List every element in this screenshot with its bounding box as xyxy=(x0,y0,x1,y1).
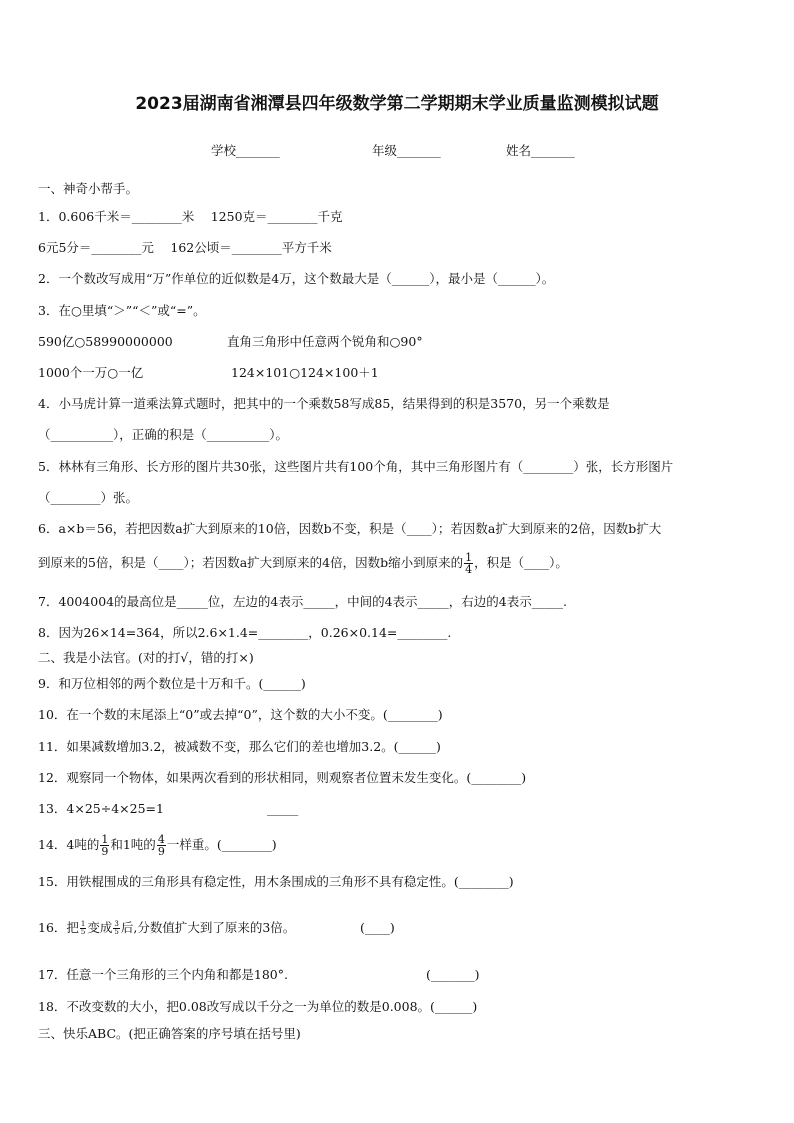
fraction-denominator: 5 xyxy=(114,928,119,936)
question-16-text-pre: 16．把 xyxy=(38,920,79,935)
fraction-numerator: 1 xyxy=(465,551,473,564)
question-1a: 1．0.606千米＝________米 1250克＝________千克 xyxy=(38,209,343,224)
fraction-denominator: 5 xyxy=(80,928,86,936)
question-9: 9．和万位相邻的两个数位是十万和千。(______) xyxy=(38,676,306,691)
fraction-denominator: 9 xyxy=(101,845,109,858)
question-14-text-pre: 14．4吨的 xyxy=(38,837,100,852)
grade-field: 年级_______ xyxy=(372,143,441,158)
question-16 xyxy=(38,919,295,937)
fraction-four-ninths xyxy=(157,834,166,857)
page-title: 2023届湖南省湘潭县四年级数学第二学期期末学业质量监测模拟试题 xyxy=(135,94,659,114)
fraction-denominator: 9 xyxy=(157,845,165,858)
fraction-one-ninth xyxy=(100,834,109,857)
question-2: 2．一个数改写成用“万”作单位的近似数是4万，这个数最大是（______），最小是（______）。 xyxy=(38,271,555,286)
question-14-text-mid: 和1吨的 xyxy=(110,837,156,852)
question-12: 12．观察同一个物体，如果两次看到的形状相同，则观察者位置未发生变化。(________) xyxy=(38,770,527,785)
fraction-denominator: 4 xyxy=(465,563,473,576)
question-16-text-post: 后,分数值扩大到了原来的3倍。 xyxy=(120,920,296,935)
section-heading-2: 二、我是小法官。(对的打√，错的打×) xyxy=(38,650,254,665)
question-13: 13．4×25÷4×25=1 xyxy=(38,801,164,816)
question-18: 18．不改变数的大小，把0.08改写成以千分之一为单位的数是0.008。(______) xyxy=(38,999,478,1014)
question-17: 17．任意一个三角形的三个内角和都是180°. xyxy=(38,967,288,982)
question-3-item-1: 590亿○58990000000 xyxy=(38,334,173,349)
question-16-blank: (____) xyxy=(360,920,395,935)
name-field: 姓名_______ xyxy=(506,143,575,158)
question-6b-text-post: ，积是（____）。 xyxy=(474,555,568,570)
fraction-one-quarter xyxy=(464,552,473,575)
question-4a: 4．小马虎计算一道乘法算式题时，把其中的一个乘数58写成85，结果得到的积是3570，另一个乘数是 xyxy=(38,396,610,411)
question-4b: （__________），正确的积是（__________）。 xyxy=(38,427,289,442)
fraction-one-fifth xyxy=(80,921,86,936)
question-3-item-3: 1000个一万○一亿 xyxy=(38,365,144,380)
fraction-numerator: 4 xyxy=(157,833,165,846)
question-1b: 6元5分＝________元 162公顷＝________平方千米 xyxy=(38,240,332,255)
question-7: 7．4004004的最高位是_____位，左边的4表示_____，中间的4表示_____，右边的4表示_____. xyxy=(38,594,567,609)
question-14 xyxy=(38,834,277,857)
question-6a: 6．a×b＝56，若把因数a扩大到原来的10倍，因数b不变，积是（____）；若因数a扩大到原来的2倍，因数b扩大 xyxy=(38,521,662,536)
question-5a: 5．林林有三角形、长方形的图片共30张，这些图片共有100个角，其中三角形图片有（________）张，长方形图片 xyxy=(38,459,674,474)
question-11: 11．如果减数增加3.2，被减数不变，那么它们的差也增加3.2。(______) xyxy=(38,739,441,754)
question-8: 8．因为26×14=364，所以2.6×1.4=________，0.26×0.14=________. xyxy=(38,625,452,640)
section-heading-1: 一、神奇小帮手。 xyxy=(38,181,139,196)
question-13-blank: _____ xyxy=(267,801,299,816)
fraction-three-fifths xyxy=(113,921,119,936)
question-17-blank: (_______) xyxy=(426,967,480,982)
question-3-item-4: 124×101○124×100＋1 xyxy=(231,365,379,380)
question-3: 3．在○里填“＞”“＜”或“=”。 xyxy=(38,303,206,318)
question-10: 10．在一个数的末尾添上“0”或去掉“0”，这个数的大小不变。(________) xyxy=(38,707,443,722)
fraction-numerator: 1 xyxy=(80,920,86,928)
question-15: 15．用铁棍围成的三角形具有稳定性，用木条围成的三角形不具有稳定性。(________) xyxy=(38,874,514,889)
question-14-text-post: 一样重。(________) xyxy=(166,837,277,852)
fraction-numerator: 3 xyxy=(114,920,119,928)
question-3-item-2: 直角三角形中任意两个锐角和○90° xyxy=(227,334,423,349)
question-16-text-mid: 变成 xyxy=(87,920,113,935)
fraction-numerator: 1 xyxy=(101,833,109,846)
question-5b: （________）张。 xyxy=(38,490,139,505)
section-heading-3: 三、快乐ABC。(把正确答案的序号填在括号里) xyxy=(38,1026,301,1041)
school-field: 学校_______ xyxy=(211,143,280,158)
question-6b xyxy=(38,552,568,575)
question-6b-text-pre: 到原来的5倍，积是（____）；若因数a扩大到原来的4倍，因数b缩小到原来的 xyxy=(38,555,464,570)
